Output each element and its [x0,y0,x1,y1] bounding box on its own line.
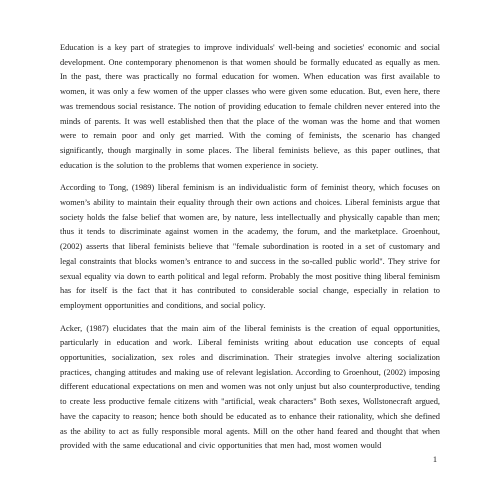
paragraph-1: Education is a key part of strategies to improve individuals' well-being and societies' economic and social development. One contemporary phenomenon is that women should be formally educated as equally as men. In the past, there was practically no formal education for women. When education was first available to women, it was only a few women of the upper classes who were given some education. But, even here, there was tremendous social resistance. The notion of providing education to female children never entered into the minds of parents. It was well established then that the place of the woman was the home and that women were to remain poor and only get married. With the coming of feminists, the scenario has changed significantly, though marginally in some places. The liberal feminists believe, as this paper outlines, that education is the solution to the problems that women experience in society. [60,43,440,170]
paragraph-3: Acker, (1987) elucidates that the main aim of the liberal feminists is the creation of equal opportunities, particularly in education and work. Liberal feminists writing about education use concepts of equal opportunities, socialization, sex roles and discrimination. Their strategies involve altering socialization practices, changing attitudes and making use of relevant legislation. According to Groenhout, (2002) imposing different educational expectations on men and women was not only unjust but also counterproductive, tending to create less productive female citizens with "artificial, weak characters" Both sexes, Wollstonecraft argued, have the capacity to reason; hence both should be educated as to enhance their rationality, which she defined as the ability to act as fully responsible moral agents. Mill on the other hand feared and thought that when provided with the same educational and civic opportunities that men had, most women would [60,323,440,451]
document-body [60,41,440,462]
page-number: 1 [432,455,437,464]
paragraph-2: According to Tong, (1989) liberal feminism is an individualistic form of feminist theory, which focuses on women’s ability to maintain their equality through their own actions and choices. Liberal feminists argue that society holds the false belief that women are, by nature, less intellectually and physically capable than men; thus it tends to discriminate against women in the academy, the forum, and the marketplace. Groenhout, (2002) asserts that liberal feminists believe that "female subordination is rooted in a set of customary and legal constraints that blocks women’s entrance to and success in the so-called public world". They strive for sexual equality via down to earth political and legal reform. Probably the most positive thing liberal feminism has for itself is the fact that it has contributed to considerable social change, especially in relation to employment opportunities and conditions, and social policy. [60,183,440,310]
